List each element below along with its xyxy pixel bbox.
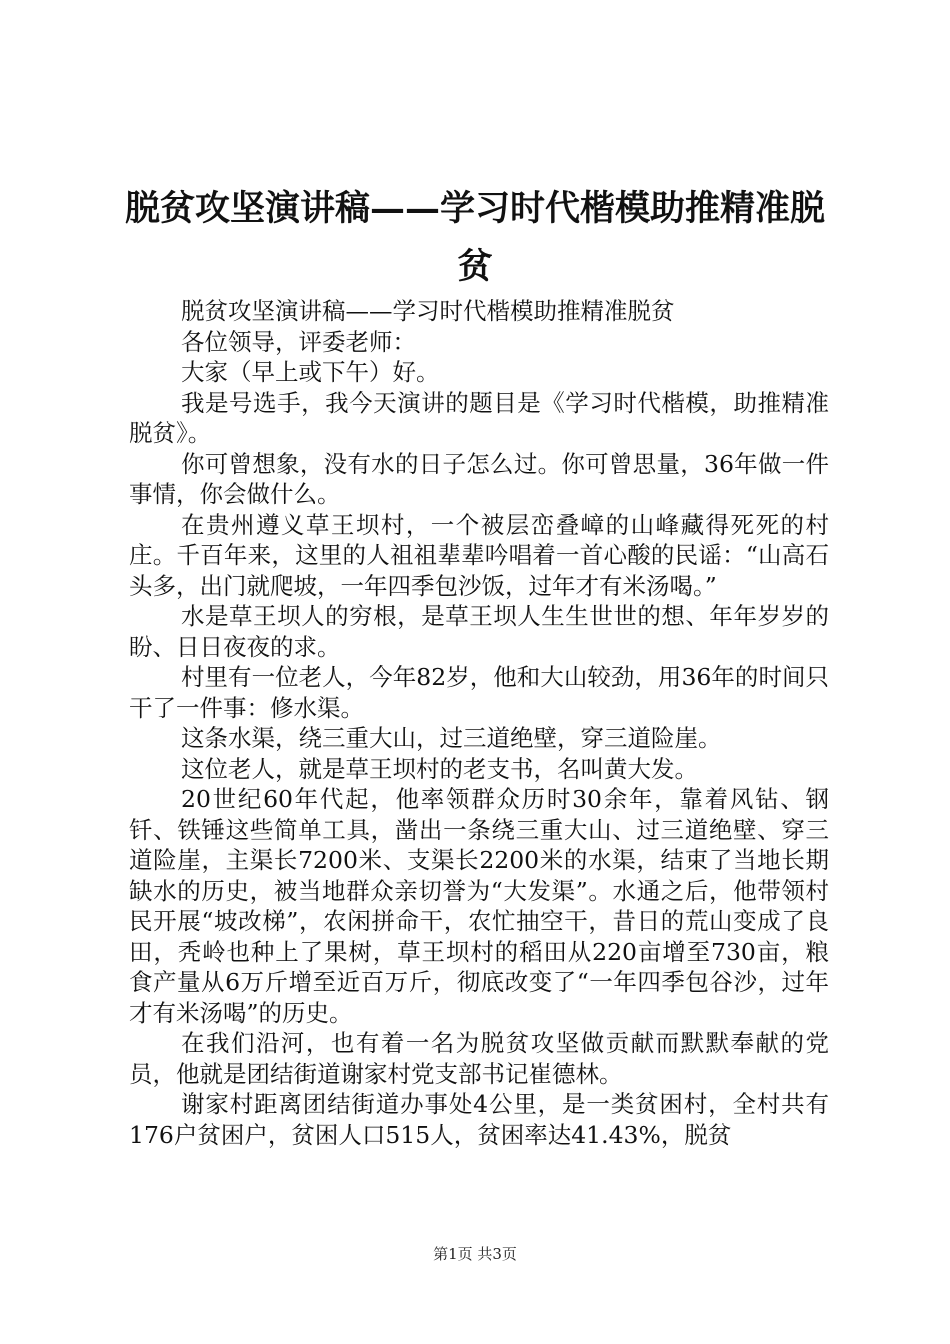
- page-footer: [0, 1244, 950, 1264]
- paragraph-old-man: 村里有一位老人，今年82岁，他和大山较劲，用36年的时间只干了一件事：修水渠。: [129, 663, 829, 722]
- page-number: 第1页: [433, 1245, 473, 1263]
- paragraph-repeated-title: 脱贫攻坚演讲稿——学习时代楷模助推精准脱贫: [181, 297, 675, 325]
- paragraph-greeting: 大家（早上或下午）好。: [181, 358, 440, 386]
- document-title: 脱贫攻坚演讲稿——学习时代楷模助推精准脱贫: [124, 188, 825, 287]
- paragraph-xiejia-village: 谢家村距离团结街道办事处4公里，是一类贫困村，全村共有176户贫困户，贫困人口515人，贫困率达41.43%，脱贫: [129, 1090, 829, 1149]
- paragraph-question: 你可曾想象，没有水的日子怎么过。你可曾思量，36年做一件事情，你会做什么。: [129, 449, 829, 508]
- paragraph-salutation: 各位领导，评委老师：: [181, 327, 416, 356]
- document-body: [129, 296, 829, 1150]
- paragraph-introduction: 我是号选手，我今天演讲的题目是《学习时代楷模，助推精准脱贫》。: [129, 388, 829, 447]
- page-total: 共3页: [477, 1245, 517, 1263]
- paragraph-canal: 这条水渠，绕三重大山，过三道绝壁，穿三道险崖。: [181, 724, 722, 752]
- paragraph-village: 在贵州遵义草王坝村，一个被层峦叠嶂的山峰藏得死死的村庄。千百年来，这里的人祖祖辈辈吟唱着一首心酸的民谣：“山高石头多，出门就爬坡，一年四季包沙饭，过年才有米汤喝。”: [129, 510, 829, 600]
- paragraph-canal-history: 20世纪60年代起，他率领群众历时30余年，靠着风钻、钢钎、铁锤这些简单工具，凿出一条绕三重大山、过三道绝壁、穿三道险崖，主渠长7200米、支渠长2200米的水渠，结束了当地长期缺水的历史，被当地群众亲切誉为“大发渠”。水通之后，他带领村民开展“坡改梯”，农闲拼命干，农忙抽空干，昔日的荒山变成了良田，秃岭也种上了果树，草王坝村的稻田从220亩增至730亩，粮食产量从6万斤增至近百万斤，彻底改变了“一年四季包谷沙，过年才有米汤喝”的历史。: [129, 785, 829, 1027]
- paragraph-huang-dafa: 这位老人，就是草王坝村的老支书，名叫黄大发。: [181, 754, 698, 783]
- paragraph-water-root: 水是草王坝人的穷根，是草王坝人生生世世的想、年年岁岁的盼、日日夜夜的求。: [129, 602, 829, 661]
- paragraph-yanhe: 在我们沿河，也有着一名为脱贫攻坚做贡献而默默奉献的党员，他就是团结街道谢家村党支部书记崔德林。: [129, 1029, 829, 1088]
